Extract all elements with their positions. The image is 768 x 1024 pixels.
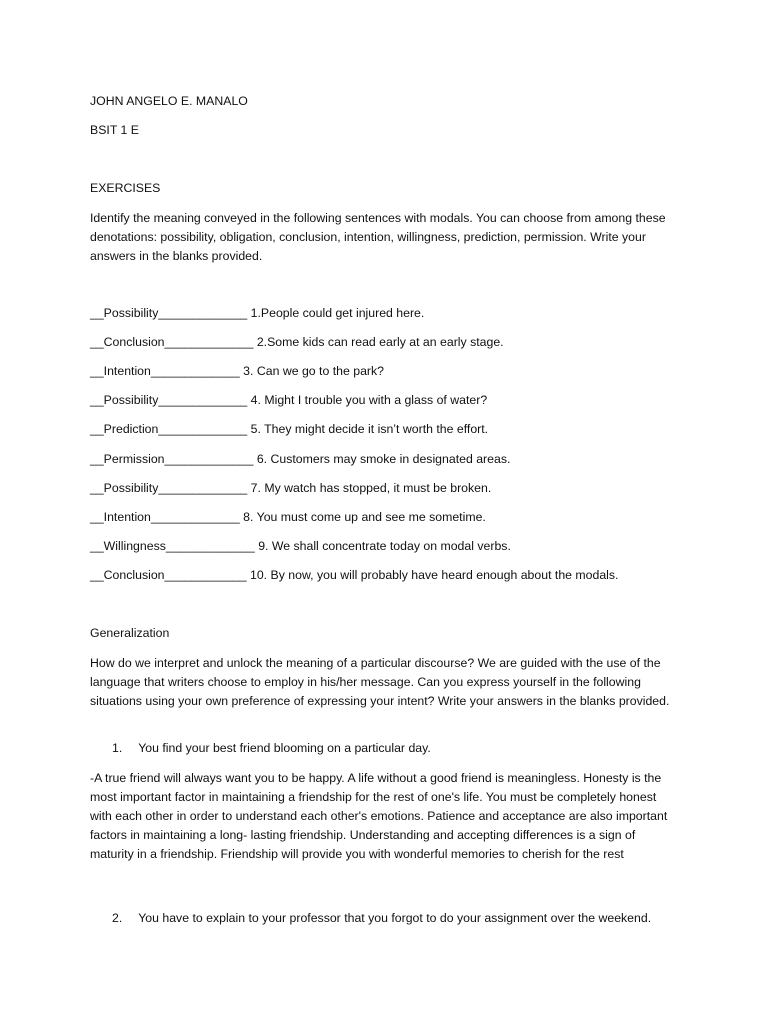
- student-section: BSIT 1 E: [90, 123, 139, 137]
- exercise-item-10: __Conclusion____________ 10. By now, you will probably have heard enough about the modals.: [90, 568, 619, 582]
- exercise-item-8: __Intention_____________ 8. You must come up and see me sometime.: [90, 510, 486, 524]
- exercise-item-3: __Intention_____________ 3. Can we go to the park?: [90, 364, 384, 378]
- exercise-item-5: __Prediction_____________ 5. They might decide it isn’t worth the effort.: [90, 422, 489, 436]
- exercise-item-7: __Possibility_____________ 7. My watch has stopped, it must be broken.: [90, 481, 492, 495]
- student-name: JOHN ANGELO E. MANALO: [90, 94, 248, 108]
- question-1-number: 1.: [112, 741, 123, 755]
- generalization-heading: Generalization: [90, 626, 170, 640]
- exercises-heading: EXERCISES: [90, 181, 161, 195]
- exercise-item-9: __Willingness_____________ 9. We shall concentrate today on modal verbs.: [90, 539, 511, 553]
- exercise-item-1: __Possibility_____________ 1.People could get injured here.: [90, 306, 425, 320]
- exercise-item-6: __Permission_____________ 6. Customers may smoke in designated areas.: [90, 452, 511, 466]
- question-1-text: You find your best friend blooming on a particular day.: [138, 741, 431, 755]
- question-2-text: You have to explain to your professor that you forgot to do your assignment over the weekend.: [138, 911, 652, 925]
- question-2: [112, 911, 651, 925]
- exercise-item-2: __Conclusion_____________ 2.Some kids can read early at an early stage.: [90, 335, 504, 349]
- answer-1: -A true friend will always want you to be happy. A life without a good friend is meaningless. Honesty is the most important factor in maintaining a friendship for the rest of one's life. You must be completely honest with each other in order to understand each other's emotions. Patience and acceptance are also important factors in maintaining a long- lasting friendship. Understanding and accepting differences is a sign of maturity in a friendship. Friendship will provide you with wonderful memories to cherish for the rest: [90, 771, 668, 861]
- question-2-number: 2.: [112, 911, 123, 925]
- generalization-intro: How do we interpret and unlock the meaning of a particular discourse? We are guided with the use of the language that writers choose to employ in his/her message. Can you express yourself in the following situations using your own preference of expressing your intent? Write your answers in the blanks provided.: [90, 656, 670, 708]
- exercise-item-4: __Possibility_____________ 4. Might I trouble you with a glass of water?: [90, 393, 488, 407]
- question-1: [112, 741, 431, 755]
- exercises-instructions: Identify the meaning conveyed in the following sentences with modals. You can choose from among these denotations: possibility, obligation, conclusion, intention, willingness, prediction, permission. Write your answers in the blanks provided.: [90, 211, 666, 263]
